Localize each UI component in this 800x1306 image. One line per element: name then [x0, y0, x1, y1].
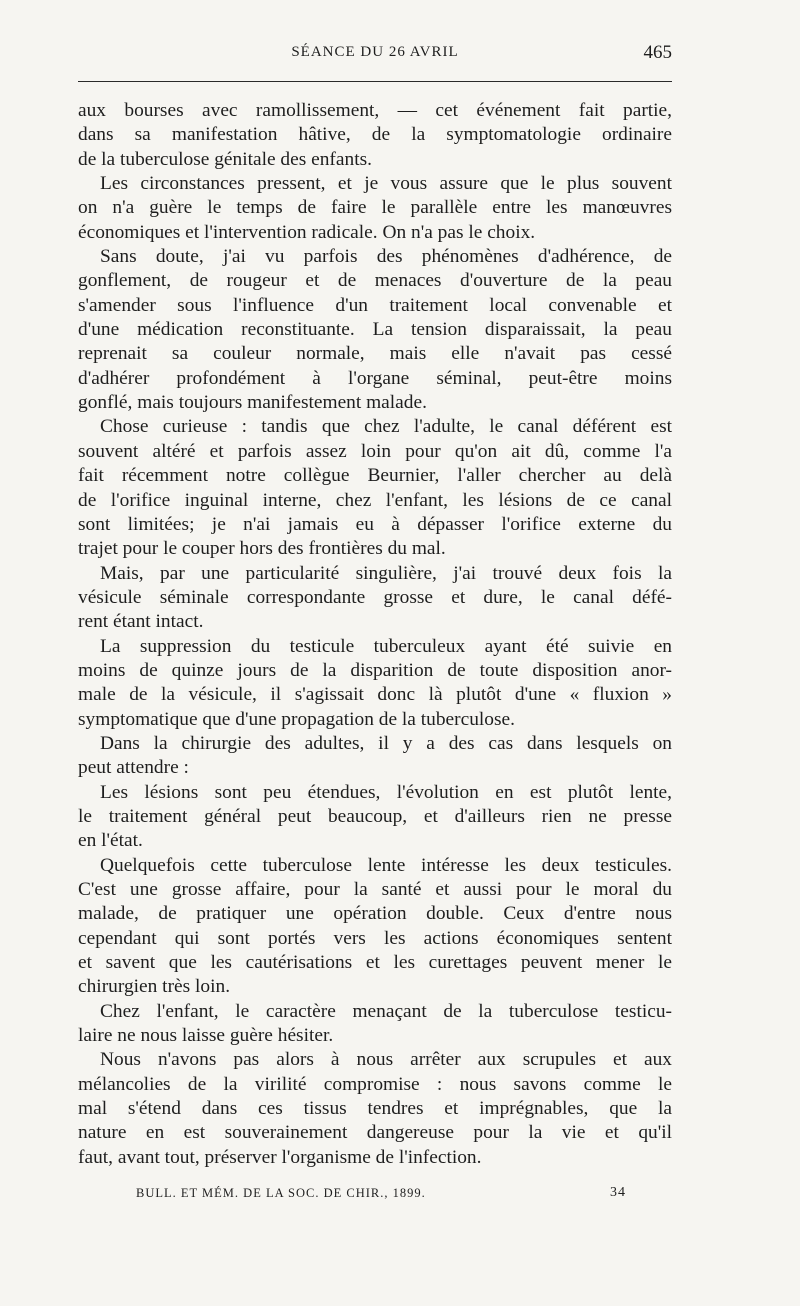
body-text	[78, 99, 672, 1170]
text-line: Quelquefois cette tuberculose lente intéresse les deux testicules.	[100, 854, 672, 876]
text-line: souvent altéré et parfois assez loin pour qu'on ait dû, comme l'a	[78, 440, 672, 462]
text-line: male de la vésicule, il s'agissait donc là plutôt d'une « fluxion »	[78, 684, 672, 706]
page-footer	[78, 1186, 672, 1206]
text-line: La suppression du testicule tuberculeux ayant été suivie en	[100, 635, 672, 657]
page-header	[78, 44, 672, 74]
text-line: trajet pour le couper hors des frontières du mal.	[78, 538, 446, 560]
text-line: Chez l'enfant, le caractère menaçant de la tuberculose testicu-	[100, 1000, 672, 1022]
text-line: d'une médication reconstituante. La tension disparaissait, la peau	[78, 319, 672, 341]
text-line: aux bourses avec ramollissement, — cet événement fait partie,	[78, 100, 672, 121]
text-line: peut attendre :	[78, 757, 189, 779]
text-line: malade, de pratiquer une opération double. Ceux d'entre nous	[78, 903, 672, 925]
text-line: le traitement général peut beaucoup, et d'ailleurs rien ne presse	[78, 805, 672, 827]
text-line: s'amender sous l'influence d'un traitement local convenable et	[78, 294, 672, 316]
text-line: Dans la chirurgie des adultes, il y a des cas dans lesquels on	[100, 732, 672, 754]
text-line: en l'état.	[78, 830, 143, 852]
running-title: SÉANCE DU 26 AVRIL	[291, 44, 459, 60]
footer-citation: BULL. ET MÉM. DE LA SOC. DE CHIR., 1899.	[136, 1186, 426, 1200]
text-line: économiques et l'intervention radicale. On n'a pas le choix.	[78, 221, 536, 243]
text-line: on n'a guère le temps de faire le parallèle entre les manœuvres	[78, 197, 672, 219]
text-line: chirurgien très loin.	[78, 976, 231, 998]
text-line: rent étant intact.	[78, 611, 204, 633]
text-line: d'adhérer profondément à l'organe séminal, peut-être moins	[78, 367, 672, 389]
text-line: cependant qui sont portés vers les actions économiques sentent	[78, 927, 672, 949]
page-number: 465	[643, 42, 672, 63]
text-line: dans sa manifestation hâtive, de la symptomatologie ordinaire	[78, 124, 672, 146]
text-line: reprenait sa couleur normale, mais elle n'avait pas cessé	[78, 343, 672, 365]
text-line: moins de quinze jours de la disparition de toute disposition anor-	[78, 659, 672, 681]
text-line: Les lésions sont peu étendues, l'évolution en est plutôt lente,	[100, 781, 672, 803]
text-line: mélancolies de la virilité compromise : nous savons comme le	[78, 1073, 672, 1095]
text-line: Les circonstances pressent, et je vous assure que le plus souvent	[100, 173, 672, 195]
text-line: symptomatique que d'une propagation de la tuberculose.	[78, 708, 515, 730]
text-line: nature en est souverainement dangereuse pour la vie et qu'il	[78, 1122, 672, 1144]
text-line: et savent que les cautérisations et les curettages peuvent mener le	[78, 952, 672, 974]
header-rule	[78, 81, 672, 82]
text-line: laire ne nous laisse guère hésiter.	[78, 1025, 334, 1047]
text-line: gonflement, de rougeur et de menaces d'ouverture de la peau	[78, 270, 672, 292]
text-line: faut, avant tout, préserver l'organisme de l'infection.	[78, 1146, 482, 1168]
text-line: mal s'étend dans ces tissus tendres et imprégnables, que la	[78, 1098, 672, 1120]
text-line: C'est une grosse affaire, pour la santé et aussi pour le moral du	[78, 879, 672, 900]
text-line: Chose curieuse : tandis que chez l'adulte, le canal déférent est	[100, 416, 672, 438]
signature-mark: 34	[610, 1185, 626, 1200]
text-line: de la tuberculose génitale des enfants.	[78, 148, 372, 170]
text-line: vésicule séminale correspondante grosse et dure, le canal défé-	[78, 586, 672, 608]
text-line: gonflé, mais toujours manifestement malade.	[78, 392, 427, 414]
text-line: fait récemment notre collègue Beurnier, l'aller chercher au delà	[78, 465, 672, 487]
text-line: de l'orifice inguinal interne, chez l'enfant, les lésions de ce canal	[78, 489, 672, 511]
text-line: Sans doute, j'ai vu parfois des phénomènes d'adhérence, de	[100, 246, 672, 268]
text-line: sont limitées; je n'ai jamais eu à dépasser l'orifice externe du	[78, 513, 672, 535]
text-line: Mais, par une particularité singulière, j'ai trouvé deux fois la	[100, 562, 672, 584]
text-line: Nous n'avons pas alors à nous arrêter aux scrupules et aux	[100, 1049, 672, 1071]
